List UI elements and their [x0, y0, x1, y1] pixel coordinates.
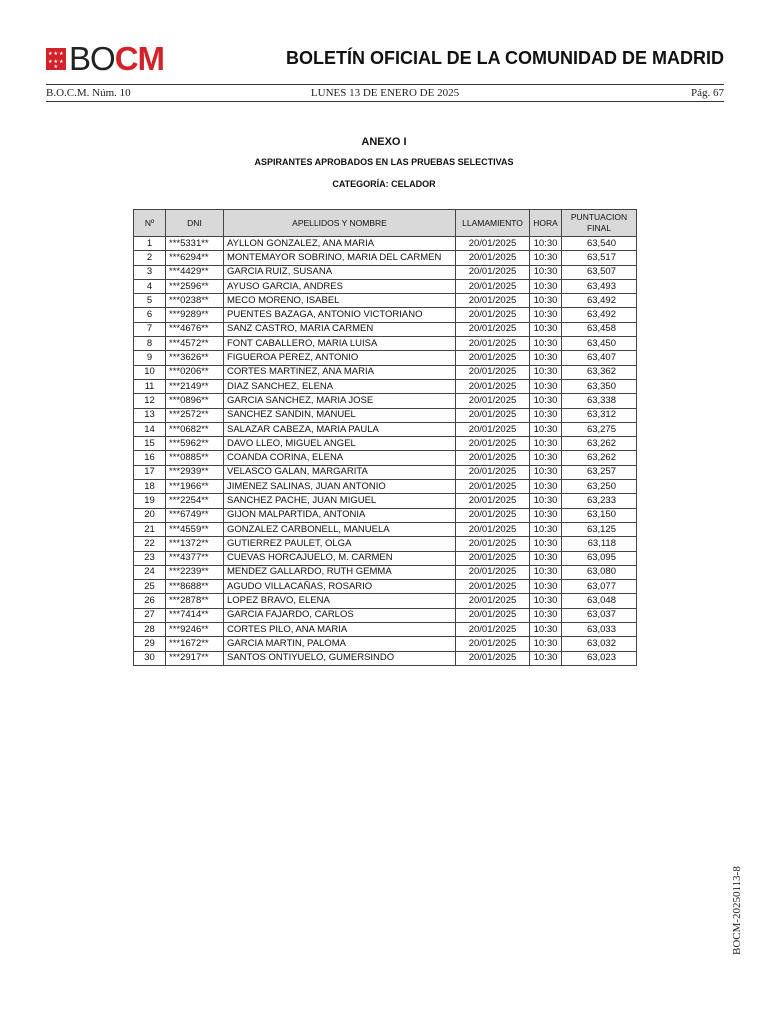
cell-name: DAVO LLEO, MIGUEL ANGEL: [224, 437, 456, 451]
cell-number: 17: [134, 465, 166, 479]
page-header: [46, 40, 724, 76]
cell-time: 10:30: [530, 279, 562, 293]
table-row: [134, 437, 637, 451]
cell-call: 20/01/2025: [456, 494, 530, 508]
header-dni: DNI: [166, 210, 224, 237]
cell-score: 63,118: [562, 537, 637, 551]
table-row: [134, 494, 637, 508]
cell-dni: ***4676**: [166, 322, 224, 336]
cell-number: 7: [134, 322, 166, 336]
cell-name: FIGUEROA PEREZ, ANTONIO: [224, 351, 456, 365]
cell-time: 10:30: [530, 408, 562, 422]
cell-number: 23: [134, 551, 166, 565]
cell-score: 63,262: [562, 437, 637, 451]
cell-time: 10:30: [530, 322, 562, 336]
table-row: [134, 580, 637, 594]
cell-call: 20/01/2025: [456, 608, 530, 622]
cell-name: CUEVAS HORCAJUELO, M. CARMEN: [224, 551, 456, 565]
cell-time: 10:30: [530, 265, 562, 279]
cell-call: 20/01/2025: [456, 651, 530, 665]
cell-time: 10:30: [530, 394, 562, 408]
cell-dni: ***2254**: [166, 494, 224, 508]
cell-score: 63,350: [562, 379, 637, 393]
cell-number: 5: [134, 294, 166, 308]
cell-number: 3: [134, 265, 166, 279]
cell-time: 10:30: [530, 365, 562, 379]
table-row: [134, 237, 637, 251]
cell-name: AGUDO VILLACAÑAS, ROSARIO: [224, 580, 456, 594]
cell-call: 20/01/2025: [456, 537, 530, 551]
header-name: APELLIDOS Y NOMBRE: [224, 210, 456, 237]
table-row: [134, 608, 637, 622]
cell-score: 63,095: [562, 551, 637, 565]
cell-dni: ***4377**: [166, 551, 224, 565]
table-row: [134, 537, 637, 551]
cell-call: 20/01/2025: [456, 637, 530, 651]
cell-name: SANTOS ONTIYUELO, GUMERSINDO: [224, 651, 456, 665]
cell-name: VELASCO GALAN, MARGARITA: [224, 465, 456, 479]
cell-dni: ***0885**: [166, 451, 224, 465]
cell-call: 20/01/2025: [456, 279, 530, 293]
cell-time: 10:30: [530, 494, 562, 508]
cell-number: 12: [134, 394, 166, 408]
cell-call: 20/01/2025: [456, 623, 530, 637]
cell-dni: ***1372**: [166, 537, 224, 551]
cell-time: 10:30: [530, 337, 562, 351]
table-row: [134, 551, 637, 565]
cell-score: 63,458: [562, 322, 637, 336]
cell-name: FONT CABALLERO, MARIA LUISA: [224, 337, 456, 351]
cell-name: SANCHEZ SANDIN, MANUEL: [224, 408, 456, 422]
cell-number: 15: [134, 437, 166, 451]
cell-number: 27: [134, 608, 166, 622]
table-row: [134, 480, 637, 494]
cell-dni: ***0896**: [166, 394, 224, 408]
cell-number: 28: [134, 623, 166, 637]
cell-dni: ***9246**: [166, 623, 224, 637]
cell-number: 14: [134, 422, 166, 436]
cell-dni: ***0206**: [166, 365, 224, 379]
header-number: Nº: [134, 210, 166, 237]
cell-score: 63,125: [562, 522, 637, 536]
cell-score: 63,338: [562, 394, 637, 408]
table-row: [134, 508, 637, 522]
cell-name: SANCHEZ PACHE, JUAN MIGUEL: [224, 494, 456, 508]
cell-score: 63,275: [562, 422, 637, 436]
cell-dni: ***4429**: [166, 265, 224, 279]
cell-dni: ***0238**: [166, 294, 224, 308]
cell-call: 20/01/2025: [456, 437, 530, 451]
table-row: [134, 351, 637, 365]
cell-time: 10:30: [530, 651, 562, 665]
cell-call: 20/01/2025: [456, 379, 530, 393]
cell-score: 63,507: [562, 265, 637, 279]
table-row: [134, 465, 637, 479]
bocm-logo: [46, 40, 165, 77]
cell-call: 20/01/2025: [456, 308, 530, 322]
cell-score: 63,080: [562, 565, 637, 579]
table-row: [134, 451, 637, 465]
cell-call: 20/01/2025: [456, 422, 530, 436]
cell-name: MONTEMAYOR SOBRINO, MARIA DEL CARMEN: [224, 251, 456, 265]
cell-dni: ***9289**: [166, 308, 224, 322]
cell-number: 24: [134, 565, 166, 579]
cell-score: 63,250: [562, 480, 637, 494]
cell-time: 10:30: [530, 537, 562, 551]
cell-name: GARCIA FAJARDO, CARLOS: [224, 608, 456, 622]
annex-category: CATEGORÍA: CELADOR: [332, 179, 436, 189]
header-time: HORA: [530, 210, 562, 237]
cell-time: 10:30: [530, 565, 562, 579]
issue-bar: [46, 86, 724, 100]
logo-wordmark: [69, 40, 165, 77]
cell-number: 20: [134, 508, 166, 522]
header-divider-top: [46, 84, 724, 85]
cell-name: GARCIA RUIZ, SUSANA: [224, 265, 456, 279]
issue-date: LUNES 13 DE ENERO DE 2025: [310, 87, 460, 99]
cell-call: 20/01/2025: [456, 294, 530, 308]
cell-name: CORTES MARTINEZ, ANA MARIA: [224, 365, 456, 379]
cell-score: 63,150: [562, 508, 637, 522]
cell-dni: ***2149**: [166, 379, 224, 393]
cell-time: 10:30: [530, 580, 562, 594]
cell-dni: ***2917**: [166, 651, 224, 665]
cell-dni: ***2939**: [166, 465, 224, 479]
cell-call: 20/01/2025: [456, 480, 530, 494]
cell-score: 63,233: [562, 494, 637, 508]
cell-time: 10:30: [530, 308, 562, 322]
cell-time: 10:30: [530, 508, 562, 522]
table-row: [134, 308, 637, 322]
cell-dni: ***5331**: [166, 237, 224, 251]
bocm-reference-code: BOCM-20250113-8: [731, 866, 743, 955]
table-row: [134, 279, 637, 293]
cell-dni: ***5962**: [166, 437, 224, 451]
cell-call: 20/01/2025: [456, 408, 530, 422]
cell-time: 10:30: [530, 451, 562, 465]
cell-score: 63,033: [562, 623, 637, 637]
cell-dni: ***3626**: [166, 351, 224, 365]
cell-dni: ***2239**: [166, 565, 224, 579]
cell-dni: ***6294**: [166, 251, 224, 265]
cell-score: 63,023: [562, 651, 637, 665]
cell-call: 20/01/2025: [456, 522, 530, 536]
cell-score: 63,037: [562, 608, 637, 622]
cell-dni: ***6749**: [166, 508, 224, 522]
annex-title: ANEXO I: [361, 136, 407, 148]
cell-name: LOPEZ BRAVO, ELENA: [224, 594, 456, 608]
cell-score: 63,312: [562, 408, 637, 422]
cell-time: 10:30: [530, 237, 562, 251]
cell-number: 18: [134, 480, 166, 494]
cell-dni: ***8688**: [166, 580, 224, 594]
cell-time: 10:30: [530, 437, 562, 451]
cell-score: 63,077: [562, 580, 637, 594]
cell-number: 19: [134, 494, 166, 508]
cell-name: GONZALEZ CARBONELL, MANUELA: [224, 522, 456, 536]
madrid-flag-icon: ★ ★ ★ ★ ★ ★ ★: [46, 48, 66, 70]
cell-score: 63,407: [562, 351, 637, 365]
cell-time: 10:30: [530, 351, 562, 365]
header-call: LLAMAMIENTO: [456, 210, 530, 237]
table-row: [134, 322, 637, 336]
cell-score: 63,032: [562, 637, 637, 651]
cell-call: 20/01/2025: [456, 265, 530, 279]
cell-call: 20/01/2025: [456, 251, 530, 265]
cell-name: PUENTES BAZAGA, ANTONIO VICTORIANO: [224, 308, 456, 322]
cell-name: MECO MORENO, ISABEL: [224, 294, 456, 308]
cell-call: 20/01/2025: [456, 322, 530, 336]
cell-time: 10:30: [530, 379, 562, 393]
cell-time: 10:30: [530, 623, 562, 637]
results-table: [133, 209, 637, 666]
cell-score: 63,048: [562, 594, 637, 608]
cell-time: 10:30: [530, 637, 562, 651]
cell-time: 10:30: [530, 251, 562, 265]
cell-number: 29: [134, 637, 166, 651]
cell-number: 25: [134, 580, 166, 594]
cell-number: 1: [134, 237, 166, 251]
cell-dni: ***4572**: [166, 337, 224, 351]
cell-time: 10:30: [530, 465, 562, 479]
cell-number: 16: [134, 451, 166, 465]
cell-number: 10: [134, 365, 166, 379]
cell-call: 20/01/2025: [456, 451, 530, 465]
header-score: PUNTUACION FINAL: [562, 210, 637, 237]
cell-name: SANZ CASTRO, MARIA CARMEN: [224, 322, 456, 336]
cell-number: 22: [134, 537, 166, 551]
cell-call: 20/01/2025: [456, 551, 530, 565]
table-row: [134, 522, 637, 536]
cell-score: 63,540: [562, 237, 637, 251]
cell-name: AYUSO GARCIA, ANDRES: [224, 279, 456, 293]
cell-score: 63,493: [562, 279, 637, 293]
table-row: [134, 294, 637, 308]
cell-dni: ***0682**: [166, 422, 224, 436]
cell-number: 26: [134, 594, 166, 608]
cell-score: 63,450: [562, 337, 637, 351]
cell-score: 63,262: [562, 451, 637, 465]
table-row: [134, 422, 637, 436]
table-row: [134, 408, 637, 422]
cell-time: 10:30: [530, 294, 562, 308]
cell-call: 20/01/2025: [456, 365, 530, 379]
cell-time: 10:30: [530, 422, 562, 436]
bulletin-title: BOLETÍN OFICIAL DE LA COMUNIDAD DE MADRID: [286, 48, 724, 68]
cell-name: DIAZ SANCHEZ, ELENA: [224, 379, 456, 393]
cell-number: 8: [134, 337, 166, 351]
cell-call: 20/01/2025: [456, 337, 530, 351]
cell-score: 63,517: [562, 251, 637, 265]
cell-name: COANDA CORINA, ELENA: [224, 451, 456, 465]
cell-time: 10:30: [530, 551, 562, 565]
cell-time: 10:30: [530, 480, 562, 494]
cell-score: 63,362: [562, 365, 637, 379]
cell-dni: ***2572**: [166, 408, 224, 422]
cell-name: GARCIA MARTIN, PALOMA: [224, 637, 456, 651]
page-number: Pág. 67: [691, 87, 724, 99]
cell-number: 2: [134, 251, 166, 265]
cell-name: SALAZAR CABEZA, MARIA PAULA: [224, 422, 456, 436]
table-row: [134, 379, 637, 393]
cell-name: AYLLON GONZALEZ, ANA MARIA: [224, 237, 456, 251]
annex-subtitle: ASPIRANTES APROBADOS EN LAS PRUEBAS SELECTIVAS: [254, 157, 514, 167]
cell-dni: ***7414**: [166, 608, 224, 622]
cell-time: 10:30: [530, 522, 562, 536]
table-header-row: [134, 210, 637, 237]
header-divider-bottom: [46, 101, 724, 102]
logo-bo: BO: [69, 40, 115, 77]
cell-name: GIJON MALPARTIDA, ANTONIA: [224, 508, 456, 522]
cell-dni: ***4559**: [166, 522, 224, 536]
table-row: [134, 637, 637, 651]
cell-number: 9: [134, 351, 166, 365]
cell-name: GUTIERREZ PAULET, OLGA: [224, 537, 456, 551]
cell-call: 20/01/2025: [456, 394, 530, 408]
cell-call: 20/01/2025: [456, 508, 530, 522]
cell-score: 63,492: [562, 294, 637, 308]
cell-call: 20/01/2025: [456, 351, 530, 365]
cell-call: 20/01/2025: [456, 465, 530, 479]
table-row: [134, 265, 637, 279]
cell-number: 13: [134, 408, 166, 422]
cell-name: MENDEZ GALLARDO, RUTH GEMMA: [224, 565, 456, 579]
cell-dni: ***2878**: [166, 594, 224, 608]
cell-number: 6: [134, 308, 166, 322]
cell-dni: ***1672**: [166, 637, 224, 651]
cell-number: 4: [134, 279, 166, 293]
cell-number: 30: [134, 651, 166, 665]
cell-score: 63,492: [562, 308, 637, 322]
cell-number: 11: [134, 379, 166, 393]
table-row: [134, 594, 637, 608]
cell-time: 10:30: [530, 594, 562, 608]
table-row: [134, 365, 637, 379]
cell-call: 20/01/2025: [456, 565, 530, 579]
cell-call: 20/01/2025: [456, 237, 530, 251]
table-row: [134, 337, 637, 351]
cell-number: 21: [134, 522, 166, 536]
table-row: [134, 251, 637, 265]
issue-number: B.O.C.M. Núm. 10: [46, 87, 131, 99]
cell-name: CORTES PILO, ANA MARIA: [224, 623, 456, 637]
table-row: [134, 565, 637, 579]
cell-name: JIMENEZ SALINAS, JUAN ANTONIO: [224, 480, 456, 494]
cell-dni: ***1966**: [166, 480, 224, 494]
table-row: [134, 623, 637, 637]
table-row: [134, 394, 637, 408]
cell-dni: ***2596**: [166, 279, 224, 293]
logo-cm: CM: [114, 40, 165, 77]
cell-time: 10:30: [530, 608, 562, 622]
cell-score: 63,257: [562, 465, 637, 479]
table-row: [134, 651, 637, 665]
cell-call: 20/01/2025: [456, 594, 530, 608]
cell-call: 20/01/2025: [456, 580, 530, 594]
cell-name: GARCIA SANCHEZ, MARIA JOSE: [224, 394, 456, 408]
